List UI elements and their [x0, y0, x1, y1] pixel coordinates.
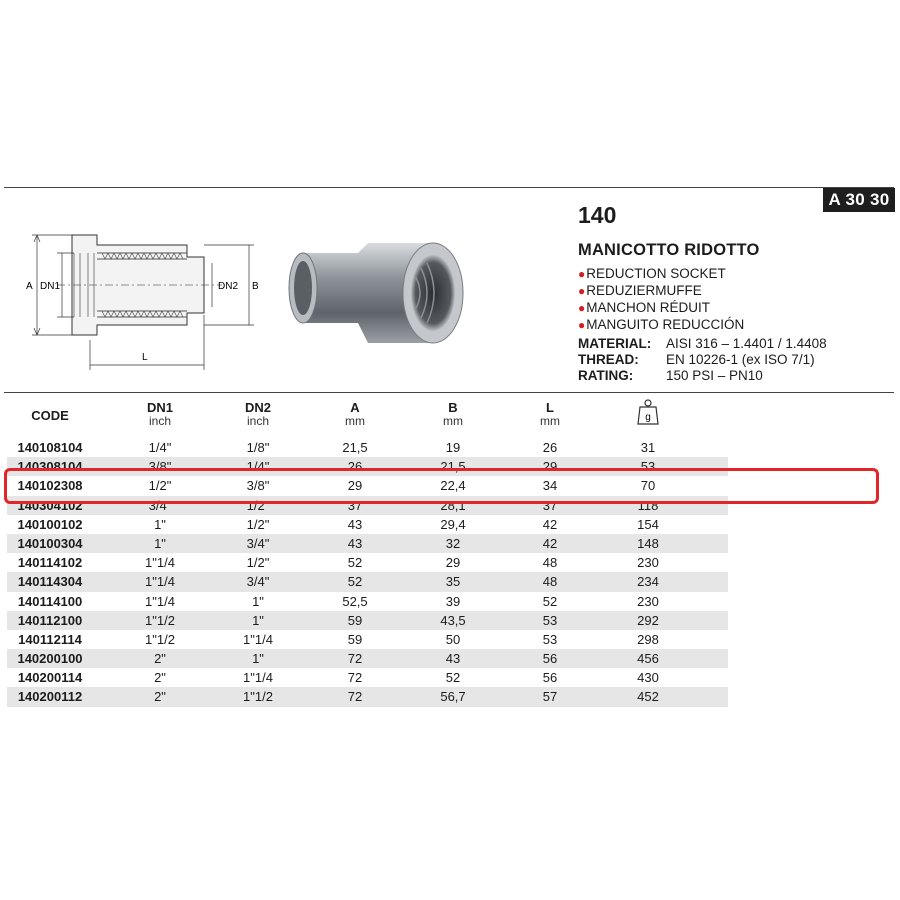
cell-a: 43	[347, 535, 363, 551]
cell-l: 48	[542, 555, 558, 571]
cell-weight: 292	[637, 612, 659, 628]
top-rule	[4, 187, 894, 188]
cell-l: 29	[542, 459, 558, 475]
cell-l: 56	[542, 651, 558, 667]
cell-dn1: 1"	[154, 535, 166, 551]
col-dn1-header: DN1 inch	[146, 400, 174, 428]
cell-l: 53	[542, 631, 558, 647]
cell-dn2: 1"1/4	[243, 670, 273, 686]
product-number: 140	[578, 202, 617, 228]
cell-b: 22,4	[440, 478, 466, 494]
cell-b: 35	[445, 574, 461, 590]
cell-dn1: 1"1/2	[145, 631, 175, 647]
cell-b: 29	[445, 555, 461, 571]
table-row	[7, 668, 728, 687]
cell-code: 140102308	[17, 478, 83, 494]
page-tag: A 30 30	[823, 188, 895, 212]
cell-b: 50	[445, 631, 461, 647]
cell-weight: 70	[640, 478, 656, 494]
cell-l: 37	[542, 497, 558, 513]
cell-a: 52,5	[342, 593, 368, 609]
cell-b: 32	[445, 535, 461, 551]
cell-b: 52	[445, 670, 461, 686]
cell-a: 59	[347, 631, 363, 647]
product-title: MANICOTTO RIDOTTO	[578, 241, 760, 259]
translation-item: ●REDUCTION SOCKET	[578, 266, 726, 281]
cell-code: 140100102	[17, 516, 83, 532]
cell-dn2: 1"	[252, 612, 264, 628]
cell-code: 140200114	[17, 670, 83, 686]
cell-a: 72	[347, 689, 363, 705]
cell-dn2: 3/8"	[246, 478, 270, 494]
cell-dn1: 1"1/4	[145, 555, 175, 571]
cell-l: 42	[542, 535, 558, 551]
cell-l: 57	[542, 689, 558, 705]
svg-text:g: g	[645, 412, 651, 423]
cell-dn2: 1/2"	[246, 555, 270, 571]
cell-dn2: 1/2"	[246, 497, 270, 513]
cell-dn1: 1/4"	[148, 440, 172, 455]
cell-weight: 430	[637, 670, 659, 686]
table-row	[7, 438, 728, 457]
cell-dn2: 1/4"	[246, 459, 270, 475]
cell-dn2: 3/4"	[246, 535, 270, 551]
cell-dn2: 1"1/4	[243, 631, 273, 647]
cell-dn1: 3/4"	[148, 497, 172, 513]
cell-a: 72	[347, 670, 363, 686]
cell-weight: 230	[637, 555, 659, 571]
cell-dn2: 1"	[252, 593, 264, 609]
cell-l: 42	[542, 516, 558, 532]
col-dn2-header: DN2 inch	[244, 400, 272, 428]
cell-weight: 148	[637, 535, 659, 551]
table-header	[7, 398, 728, 438]
cell-dn2: 1/8"	[246, 440, 270, 455]
cell-dn1: 3/8"	[148, 459, 172, 475]
table-row	[7, 687, 728, 706]
cell-dn2: 1/2"	[246, 516, 270, 532]
cell-dn1: 1"1/2	[145, 612, 175, 628]
cell-l: 34	[542, 478, 558, 494]
cell-code: 140200100	[17, 651, 83, 667]
cell-code: 140308104	[17, 459, 83, 475]
cell-b: 19	[445, 440, 461, 455]
weight-icon	[636, 398, 660, 426]
dim-dn1-label: DN1	[40, 281, 61, 292]
dim-dn2-label: DN2	[218, 281, 239, 292]
cell-l: 52	[542, 593, 558, 609]
table-row	[7, 630, 728, 649]
cell-l: 26	[542, 440, 558, 455]
cell-a: 26	[347, 459, 363, 475]
cell-code: 140114100	[17, 593, 83, 609]
cell-code: 140200112	[17, 689, 83, 705]
cell-b: 43	[445, 651, 461, 667]
cell-code: 140114304	[17, 574, 83, 590]
dim-a-label: A	[26, 281, 33, 292]
cell-dn2: 1"1/2	[243, 689, 273, 705]
cell-a: 37	[347, 497, 363, 513]
cell-dn1: 1"1/4	[145, 574, 175, 590]
cell-dn2: 1"	[252, 651, 264, 667]
cell-weight: 154	[637, 516, 659, 532]
cell-weight: 118	[637, 497, 659, 513]
cell-weight: 456	[637, 651, 659, 667]
cell-b: 21,5	[440, 459, 466, 475]
dim-l-label: L	[142, 352, 148, 363]
bullet-icon: ●	[578, 301, 586, 315]
cell-dn1: 2"	[154, 689, 166, 705]
cell-weight: 31	[640, 440, 656, 455]
table-row	[7, 553, 728, 572]
cell-l: 53	[542, 612, 558, 628]
spec-list	[578, 336, 827, 384]
cell-l: 48	[542, 574, 558, 590]
section-rule	[4, 392, 894, 393]
translation-item: ●REDUZIERMUFFE	[578, 283, 702, 298]
cell-a: 72	[347, 651, 363, 667]
cell-b: 43,5	[440, 612, 466, 628]
spec-rating: RATING: 150 PSI – PN10	[578, 368, 763, 383]
table-row	[7, 572, 728, 591]
cell-dn1: 1"1/4	[145, 593, 175, 609]
cell-code: 140112100	[17, 612, 83, 628]
dim-b-label: B	[252, 281, 259, 292]
cell-a: 59	[347, 612, 363, 628]
cell-code: 140112114	[18, 631, 82, 647]
table-row	[7, 515, 728, 534]
product-table	[7, 398, 728, 707]
translation-item: ●MANCHON RÉDUIT	[578, 300, 710, 315]
cell-a: 43	[347, 516, 363, 532]
cell-a: 29	[347, 478, 363, 494]
cell-code: 140108104	[17, 440, 83, 455]
cell-code: 140304102	[17, 497, 83, 513]
cell-dn1: 2"	[154, 651, 166, 667]
cell-weight: 234	[637, 574, 659, 590]
cell-a: 52	[347, 555, 363, 571]
cell-dn1: 1"	[154, 516, 166, 532]
cell-b: 28,1	[440, 497, 466, 513]
product-photo	[283, 218, 483, 368]
table-row	[7, 592, 728, 611]
table-row	[7, 534, 728, 553]
spec-material: MATERIAL: AISI 316 – 1.4401 / 1.4408	[578, 336, 827, 351]
col-a-header: A mm	[345, 400, 365, 428]
cell-a: 52	[347, 574, 363, 590]
bullet-icon: ●	[578, 267, 586, 281]
cell-weight: 230	[637, 593, 659, 609]
cell-code: 140114102	[17, 555, 83, 571]
cell-weight: 53	[640, 459, 656, 475]
col-code-header: CODE	[31, 408, 69, 423]
spec-thread: THREAD: EN 10226-1 (ex ISO 7/1)	[578, 352, 815, 367]
cell-dn2: 3/4"	[246, 574, 270, 590]
col-l-header: L mm	[540, 400, 560, 428]
cell-weight: 452	[637, 689, 659, 705]
bullet-icon: ●	[578, 318, 586, 332]
translation-item: ●MANGUITO REDUCCIÓN	[578, 317, 745, 332]
cell-weight: 298	[637, 631, 659, 647]
cell-dn1: 1/2"	[148, 478, 172, 494]
cell-b: 56,7	[440, 689, 466, 705]
highlight-box	[4, 468, 879, 504]
technical-drawing	[12, 215, 272, 375]
table-row	[7, 649, 728, 668]
translation-list	[578, 265, 744, 333]
cell-b: 29,4	[440, 516, 466, 532]
cell-a: 21,5	[342, 440, 368, 455]
col-b-header: B mm	[443, 400, 463, 428]
cell-code: 140100304	[17, 535, 83, 551]
cell-b: 39	[445, 593, 461, 609]
cell-dn1: 2"	[154, 670, 166, 686]
table-row	[7, 611, 728, 630]
bullet-icon: ●	[578, 284, 586, 298]
cell-l: 56	[542, 670, 558, 686]
